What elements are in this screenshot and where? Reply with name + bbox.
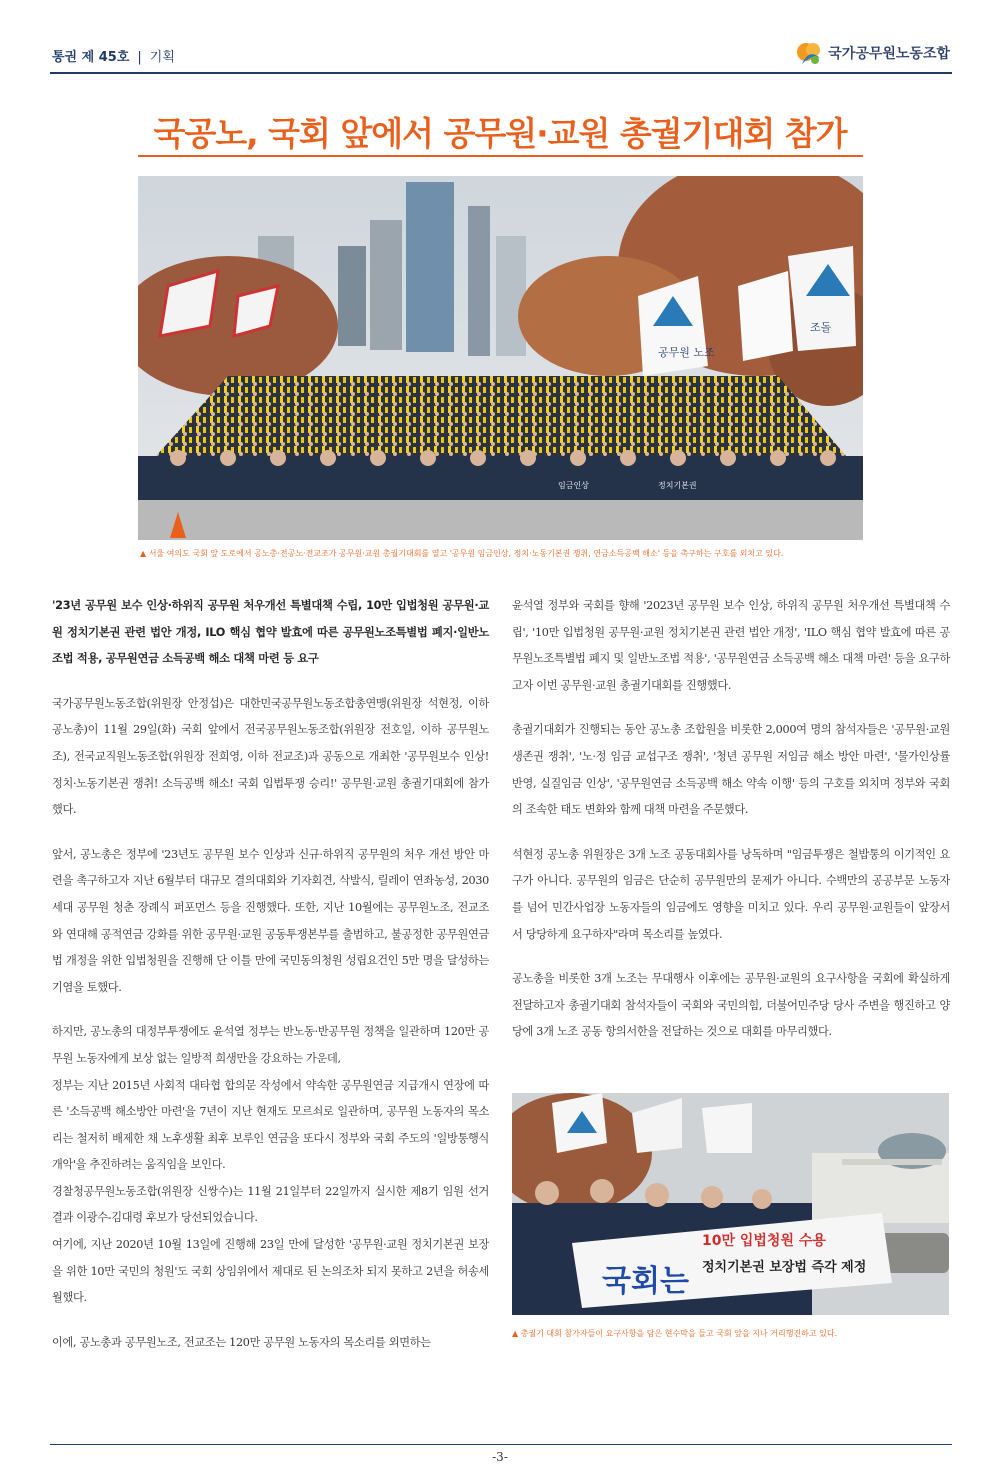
section-label: 기획 (149, 50, 175, 65)
flag-text-1: 공무원 노조 (658, 346, 715, 359)
article-title: 국공노, 국회 앞에서 공무원·교원 총궐기대회 참가 (153, 114, 847, 153)
page-header (52, 36, 950, 72)
left-paragraph-7: 이에, 공노총과 공무원노조, 전교조는 120만 공무원 노동자의 목소리를 외면하는 (52, 1335, 431, 1349)
page-number: -3- (492, 1450, 508, 1464)
left-paragraph-6: 여기에, 지난 2020년 10월 13일에 진행해 23일 만에 달성한 '공무원·교원 정치기본권 보장을 위한 10만 국민의 청원'도 국회 상임위에서 제대로 된 논의조차 되지 못하고 2년을 허송세월했다. (52, 1238, 490, 1305)
right-paragraph-3: 석현정 공노총 위원장은 3개 노조 공동대회사를 낭독하며 "임금투쟁은 철밥통의 이기적인 요구가 아니다. 공무원의 임금은 단순히 공무원만의 문제가 아니다. 수백만의 공공부문 노동자를 넘어 민간사업장 노동자들의 임금에도 영향을 미치고 있다. 우리 공무원·교원들이 앞장서서 당당하게 요구하자"라며 목소리를 높였다. (512, 847, 950, 941)
left-paragraph-1: 국가공무원노동조합(위원장 안정섭)은 대한민국공무원노동조합총연맹(위원장 석현정, 이하 공노총)이 11월 29일(화) 국회 앞에서 전국공무원노동조합(위원장 전호일, 이하 공무원노조), 전국교직원노동조합(위원장 전희영, 이하 전교조)과 공동으로 개최한 '공무원보수 인상! 정치·노동기본권 쟁취! 소득공백 해소! 국회 입법투쟁 승리!' 공무원·교원 총궐기대회에 참가했다. (52, 696, 489, 817)
march-photo-caption: ▲ 총궐기 대회 참가자들이 요구사항을 담은 현수막을 들고 국회 앞을 지나 거리행진하고 있다. (512, 1329, 838, 1338)
right-paragraph-1: 윤석열 정부와 국회를 향해 '2023년 공무원 보수 인상, 하위직 공무원 처우개선 특별대책 수립', '10만 입법청원 공무원·교원 정치기본권 관련 법안 개정', 'ILO 핵심 협약 발효에 따른 공무원노조특별법 폐지 및 일반노조법 적용', '공무원연금 소득공백 해소 대책 마련' 등을 요구하고자 이번 공무원·교원 총궐기대회를 진행했다. (512, 599, 950, 692)
main-photo (138, 176, 863, 540)
header-divider (50, 72, 952, 74)
org-name: 국가공무원노동조합 (828, 46, 950, 62)
org-logo (794, 38, 950, 68)
left-column (52, 593, 489, 1374)
left-paragraph-5: 경찰청공무원노동조합(위원장 신쌍수)는 11월 21일부터 22일까지 실시한 제8기 임원 선거 결과 이광수-김대령 후보가 당선되었습니다. (52, 1184, 489, 1225)
issue-label (52, 46, 175, 65)
banner-text-3: 정치기본권 보장법 즉각 제정 (702, 1260, 867, 1275)
left-paragraph-3: 하지만, 공노총의 대정부투쟁에도 윤석열 정부는 반노동·반공무원 정책을 일관하며 120만 공무원 노동자에게 보상 없는 일방적 희생만을 강요하는 가운데, (52, 1025, 489, 1065)
issue-number: 통권 제 45호 (52, 50, 130, 65)
march-photo-illustration (512, 1093, 949, 1315)
vest-text-1: 임금인상 (558, 481, 589, 490)
header-separator: | (137, 50, 142, 65)
vest-text-2: 정치기본권 (658, 481, 697, 490)
right-paragraph-4: 공노총을 비롯한 3개 노조는 무대행사 이후에는 공무원·교원의 요구사항을 국회에 확실하게 전달하고자 총궐기대회 참석자들이 국회와 국민의힘, 더불어민주당 당사 주변을 행진하고 양당에 3개 노조 공동 항의서한을 전달하는 것으로 대회를 마무리했다. (512, 972, 950, 1039)
footer-divider (50, 1444, 952, 1445)
march-photo (512, 1093, 949, 1315)
right-column (512, 593, 950, 1064)
union-logo-icon (794, 38, 824, 68)
banner-text-1: 국회는 (602, 1264, 689, 1299)
title-underline (138, 155, 863, 157)
banner-text-2: 10만 입법청원 수용 (702, 1233, 826, 1249)
right-paragraph-2: 총궐기대회가 진행되는 동안 공노총 조합원을 비롯한 2,000여 명의 참석자들은 '공무원·교원 생존권 쟁취', '노·정 임금 교섭구조 쟁취', '청년 공무원 저임금 해소 방안 마련', '물가인상률 반영, 실질임금 인상', '공무원연금 소득공백 해소 약속 이행' 등의 구호를 외치며 정부와 국회의 조속한 태도 변화와 함께 대책 마련을 주문했다. (512, 723, 950, 817)
left-paragraph-4: 정부는 지난 2015년 사회적 대타협 합의문 작성에서 약속한 공무원연금 지급개시 연장에 따른 '소득공백 해소방안 마련'을 7년이 지난 현재도 모르쇠로 일관하며, 공무원 노동자의 목소리는 철저히 배제한 채 노후생활 최후 보루인 연금을 또다시 정부와 국회 주도의 '일방통행식 개악'을 추진하려는 움직임을 보인다. (52, 1078, 489, 1172)
lead-paragraph: '23년 공무원 보수 인상·하위직 공무원 처우개선 특별대책 수립, 10만 입법청원 공무원·교원 정치기본권 관련 법안 개정, ILO 핵심 협약 발효에 따른 공무원노조특별법 폐지·일반노조법 적용, 공무원연금 소득공백 해소 대책 마련 등 요구 (52, 599, 489, 666)
main-photo-caption: ▲ 서울 여의도 국회 앞 도로에서 공노총·전공노·전교조가 공무원·교원 총궐기대회를 열고 '공무원 임금인상, 정치·노동기본권 쟁취, 연금소득공백 해소' 등을 촉구하는 구호를 외치고 있다. (140, 549, 784, 558)
rally-photo-illustration (138, 176, 863, 540)
left-paragraph-2: 앞서, 공노총은 정부에 '23년도 공무원 보수 인상과 신규·하위직 공무원의 처우 개선 방안 마련을 촉구하고자 지난 6월부터 대규모 결의대회와 기자회견, 삭발식, 릴레이 연좌농성, 2030세대 공무원 청춘 장례식 퍼포먼스 등을 진행했다. 또한, 지난 10월에는 공무원노조, 전교조와 연대해 공적연금 강화를 위한 공무원·교원 공동투쟁본부를 출범하고, 불공정한 공무원연금법 개정을 위한 입법청원을 진행해 단 이틀 만에 국민동의청원 성립요건인 5만 명을 달성하는 기염을 토했다. (52, 847, 489, 994)
flag-text-2: 조돌 (810, 321, 832, 334)
